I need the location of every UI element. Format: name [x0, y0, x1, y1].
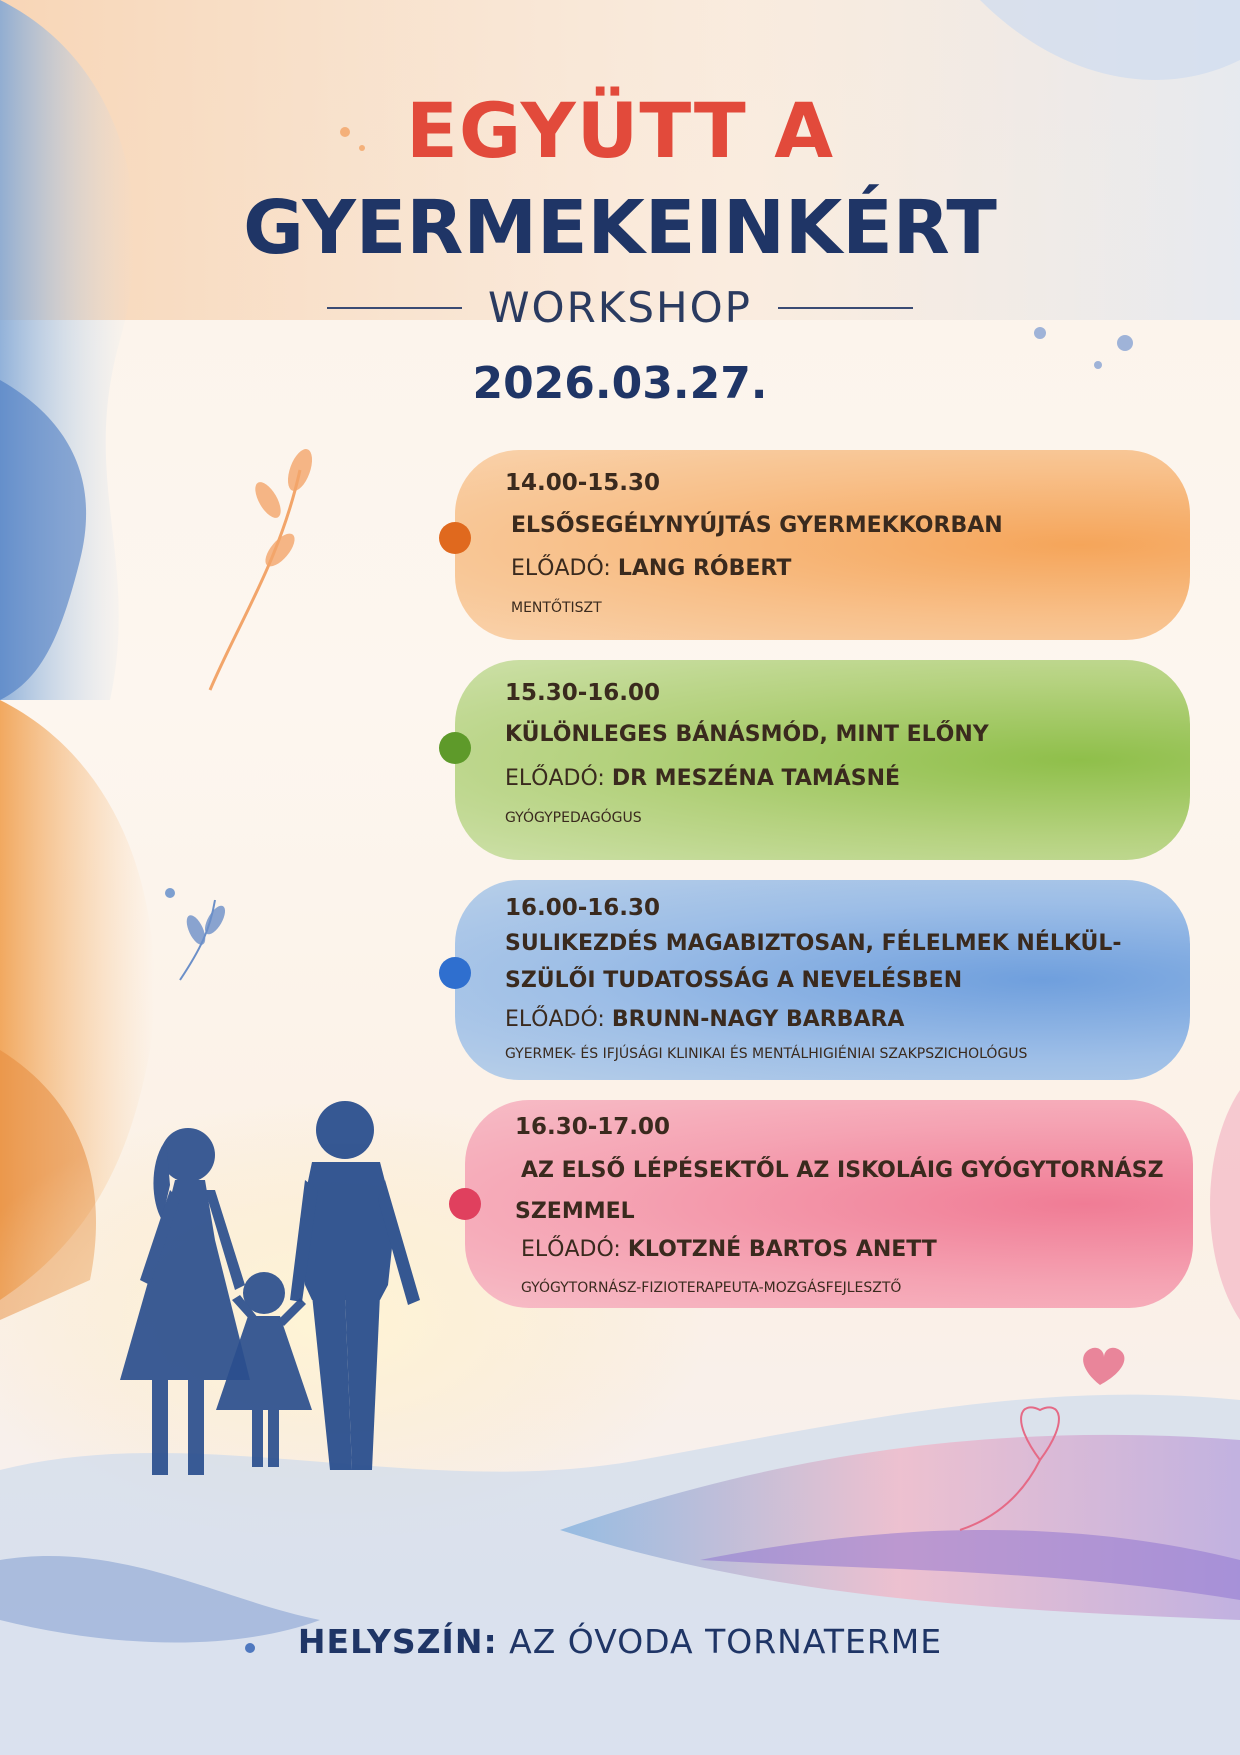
- session-time: 16.30-17.00: [515, 1114, 671, 1140]
- subtitle-row: [0, 283, 1240, 332]
- speaker-prefix: ELŐADÓ:: [521, 1237, 621, 1262]
- session-card-4: [465, 1100, 1193, 1308]
- session-card-3: [455, 880, 1190, 1080]
- speaker-prefix: ELŐADÓ:: [511, 556, 611, 581]
- session-topic: ELSŐSEGÉLYNYÚJTÁS GYERMEKKORBAN: [511, 513, 1003, 538]
- speaker-role: MENTŐTISZT: [511, 600, 602, 616]
- session-topic-line2: SZEMMEL: [515, 1199, 635, 1224]
- venue: [0, 1622, 1240, 1661]
- divider-line-left: [327, 307, 462, 309]
- bullet-dot-icon: [439, 522, 471, 554]
- session-topic: KÜLÖNLEGES BÁNÁSMÓD, MINT ELŐNY: [505, 722, 989, 747]
- session-topic-line2: SZÜLŐI TUDATOSSÁG A NEVELÉSBEN: [505, 968, 963, 993]
- subtitle: WORKSHOP: [488, 283, 752, 332]
- speaker-name: KLOTZNÉ BARTOS ANETT: [627, 1237, 937, 1262]
- session-topic: AZ ELSŐ LÉPÉSEKTŐL AZ ISKOLÁIG GYÓGYTORNÁSZ: [521, 1158, 1164, 1183]
- session-topic: SULIKEZDÉS MAGABIZTOSAN, FÉLELMEK NÉLKÜL-: [505, 931, 1122, 956]
- session-time: 15.30-16.00: [505, 680, 661, 706]
- venue-value: AZ ÓVODA TORNATERME: [509, 1622, 943, 1661]
- title-line2: GYERMEKEINKÉRT: [243, 185, 997, 271]
- speaker-name: LANG RÓBERT: [617, 556, 792, 581]
- session-speaker: [505, 766, 900, 791]
- speaker-role: GYERMEK- ÉS IFJÚSÁGI KLINIKAI ÉS MENTÁLHIGIÉNIAI SZAKPSZICHOLÓGUS: [505, 1046, 1028, 1062]
- event-date: 2026.03.27.: [472, 358, 768, 409]
- speaker-prefix: ELŐADÓ:: [505, 1007, 605, 1032]
- session-speaker: [521, 1237, 937, 1262]
- divider-line-right: [778, 307, 913, 309]
- bullet-dot-icon: [449, 1188, 481, 1220]
- bullet-dot-icon: [439, 957, 471, 989]
- speaker-name: DR MESZÉNA TAMÁSNÉ: [611, 766, 901, 791]
- session-speaker: [505, 1007, 904, 1032]
- speaker-role: GYÓGYTORNÁSZ-FIZIOTERAPEUTA-MOZGÁSFEJLESZTŐ: [521, 1280, 902, 1296]
- session-time: 14.00-15.30: [505, 470, 661, 496]
- bullet-dot-icon: [439, 732, 471, 764]
- session-time: 16.00-16.30: [505, 895, 661, 921]
- title-line1: EGYÜTT A: [405, 86, 835, 175]
- session-card-2: [455, 660, 1190, 860]
- speaker-role: GYÓGYPEDAGÓGUS: [505, 810, 642, 826]
- venue-label: HELYSZÍN:: [297, 1622, 498, 1661]
- session-card-1: [455, 450, 1190, 640]
- speaker-prefix: ELŐADÓ:: [505, 766, 605, 791]
- speaker-name: BRUNN-NAGY BARBARA: [611, 1007, 905, 1032]
- session-speaker: [511, 556, 791, 581]
